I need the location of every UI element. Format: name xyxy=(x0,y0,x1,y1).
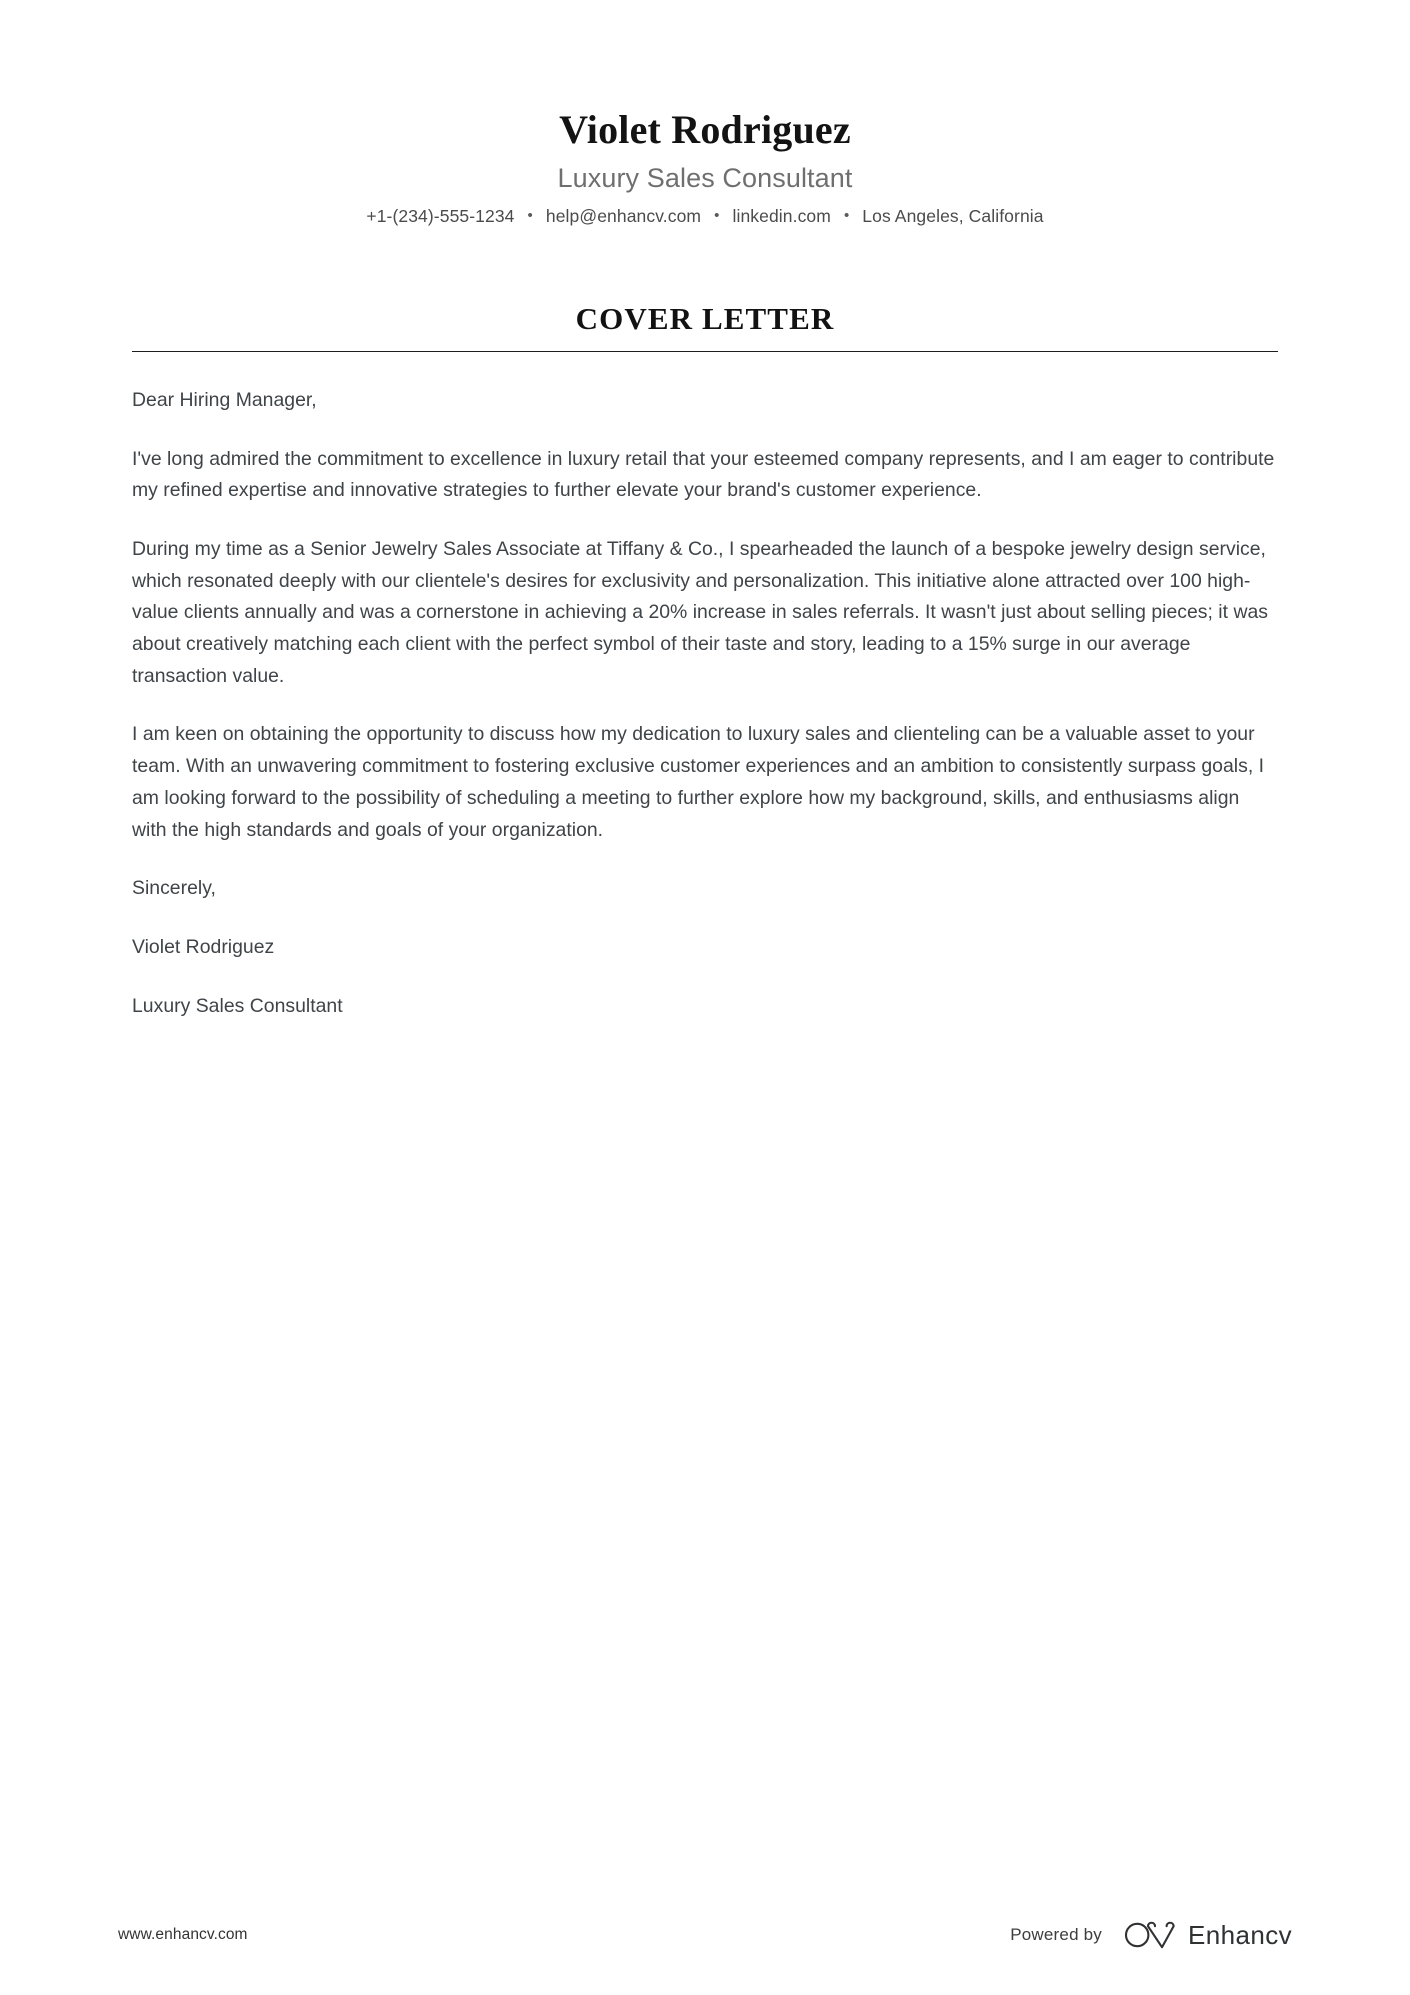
enhancv-mark-icon xyxy=(1124,1920,1176,1950)
letter-paragraph: During my time as a Senior Jewelry Sales Associate at Tiffany & Co., I spearheaded the launch of a bespoke jewelry design service, which resonated deeply with our clientele's desires for exclusivity and personalization. This initiative alone attracted over 100 high-value clients annually and was a cornerstone in achieving a 20% increase in sales referrals. It wasn't just about selling pieces; it was about creatively matching each client with the perfect symbol of their taste and story, leading to a 15% surge in our average transaction value. xyxy=(132,537,1268,687)
contact-separator-icon: • xyxy=(843,207,850,225)
enhancv-wordmark: Enhancv xyxy=(1188,1919,1292,1950)
letter-paragraph: I am keen on obtaining the opportunity to discuss how my dedication to luxury sales and clienteling can be a valuable asset to your team. With an unwavering commitment to fostering exclusive customer experiences and an ambition to consistently surpass goals, I am looking forward to the possibility of scheduling a meeting to further explore how my background, skills, and enthusiasms align with the high standards and goals of your organization. xyxy=(132,723,1265,841)
signature-name: Violet Rodriguez xyxy=(132,935,275,958)
page-footer xyxy=(0,1875,1410,1995)
contact-separator-icon: • xyxy=(527,207,533,225)
contact-row xyxy=(0,206,1410,227)
letter-paragraph: I've long admired the commitment to excellence in luxury retail that your esteemed company represents, and I am eager to contribute my refined expertise and innovative strategies to further elevate your brand's customer experience. xyxy=(132,447,1275,502)
letter-body xyxy=(132,352,1278,1023)
candidate-name: Violet Rodriguez xyxy=(559,107,851,152)
salutation: Dear Hiring Manager, xyxy=(132,388,317,411)
powered-by-label: Powered by xyxy=(1010,1925,1103,1944)
contact-phone[interactable]: +1-(234)-555-1234 xyxy=(366,206,515,227)
candidate-role: Luxury Sales Consultant xyxy=(557,162,853,193)
sign-off: Sincerely, xyxy=(132,877,216,900)
contact-separator-icon: • xyxy=(714,207,720,225)
enhancv-logo[interactable] xyxy=(1124,1920,1292,1951)
letter-header xyxy=(0,0,1410,227)
page-title: COVER LETTER xyxy=(575,301,835,337)
contact-location: Los Angeles, California xyxy=(862,206,1044,227)
footer-website-link[interactable]: www.enhancv.com xyxy=(118,1926,248,1943)
contact-email[interactable]: help@enhancv.com xyxy=(545,206,702,227)
footer-branding xyxy=(1010,1920,1292,1951)
contact-linkedin[interactable]: linkedin.com xyxy=(732,206,831,227)
section-header xyxy=(132,227,1278,352)
signature-role: Luxury Sales Consultant xyxy=(132,994,343,1017)
